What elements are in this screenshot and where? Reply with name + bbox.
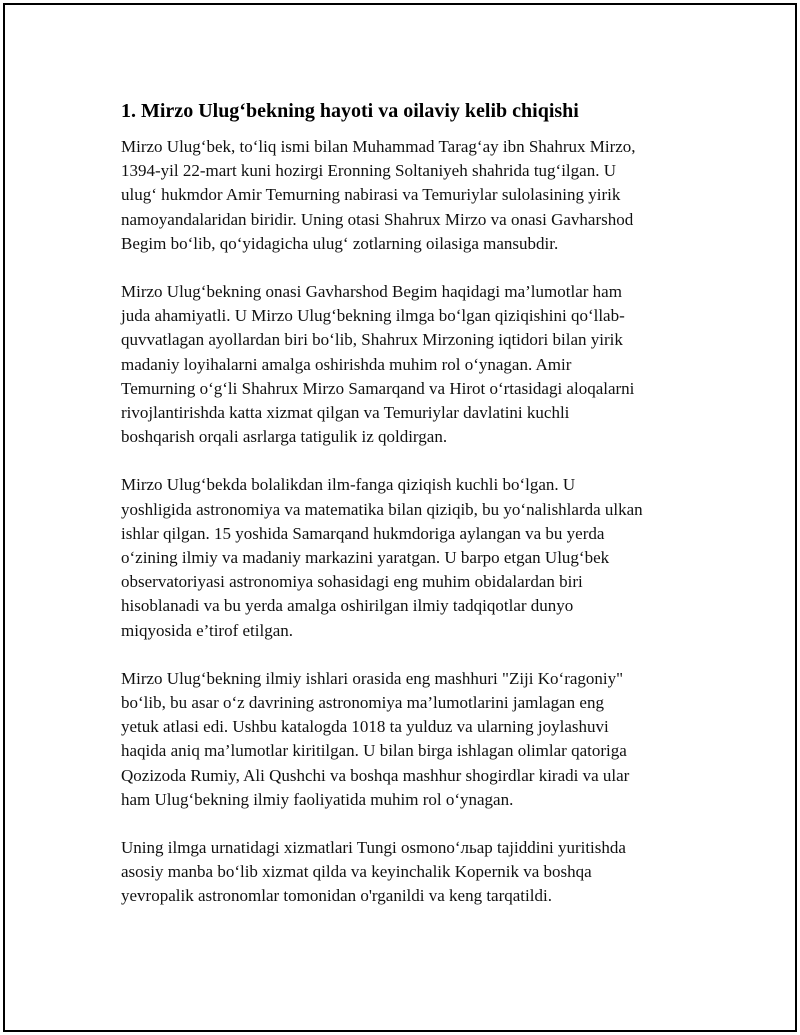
paragraph-birth-family: Mirzo Ulug‘bek, to‘liq ismi bilan Muhammad Tarag‘ay ibn Shahrux Mirzo, 1394-yil 22-mart kuni hozirgi Eronning Soltaniyeh shahrida tug‘ilgan. U ulug‘ hukmdor Amir Temurning nabirasi va Temuriylar sulolasining yirik namoyandalaridan biridir. Uning otasi Shahrux Mirzo va onasi Gavharshod Begim bo‘lib, qo‘yidagicha ulug‘ zotlarning oilasiga mansubdir. xyxy=(121,137,636,253)
paragraph-ziji-koragoniy: Mirzo Ulug‘bekning ilmiy ishlari orasida eng mashhuri "Ziji Ko‘ragoniy" bo‘lib, bu asar o‘z davrining astronomiya ma’lumotlarini jamlagan eng yetuk atlasi edi. Ushbu katalogda 1018 ta yulduz va ularning joylashuvi haqida aniq ma’lumotlar kiritilgan. U bilan birga ishlagan olimlar qatoriga Qozizoda Rumiy, Ali Qushchi va boshqa mashhur shogirdlar kiradi va ular ham Ulug‘bekning ilmiy faoliyatida muhim rol o‘ynagan. xyxy=(121,668,630,809)
document-body xyxy=(121,97,693,933)
paragraph-mother-father: Mirzo Ulug‘bekning onasi Gavharshod Begim haqidagi ma’lumotlar ham juda ahamiyatli. U Mirzo Ulug‘bekning ilmga bo‘lgan qiziqishini qo‘llab- quvvatlagan ayollardan biri bo‘lib, Shahrux Mirzoning iqtidori bilan yirik madaniy loyihalarni amalga oshirishda muhim rol o‘ynagan. Amir Temurning o‘g‘li Shahrux Mirzo Samarqand va Hirot o‘rtasidagi aloqalarni rivojlantirishda katta xizmat qilgan va Temuriylar davlatini kuchli boshqarish orqali asrlarga tatigulik iz qoldirgan. xyxy=(121,282,635,447)
section-heading: 1. Mirzo Ulug‘bekning hayoti va oilaviy kelib chiqishi xyxy=(121,100,579,122)
page-frame xyxy=(3,3,797,1032)
paragraph-childhood-observatory: Mirzo Ulug‘bekda bolalikdan ilm-fanga qiziqish kuchli bo‘lgan. U yoshligida astronomiya va matematika bilan qiziqib, bu yo‘nalishlarda ulkan ishlar qilgan. 15 yoshida Samarqand hukmdoriga aylangan va bu yerda o‘zining ilmiy va madaniy markazini yaratgan. U barpo etgan Ulug‘bek observatoriyasi astronomiya sohasidagi eng muhim obidalardan biri hisoblanadi va bu yerda amalga oshirilgan ilmiy tadqiqotlar dunyo miqyosida e’tirof etilgan. xyxy=(121,475,643,640)
paragraph-legacy: Uning ilmga urnatidagi xizmatlari Tungi osmono‘льар tajiddini yuritishda asosiy manba bo‘lib xizmat qilda va keyinchalik Kopernik va boshqa yevropalik astronomlar tomonidan o'rganildi va keng tarqatildi. xyxy=(121,838,626,906)
